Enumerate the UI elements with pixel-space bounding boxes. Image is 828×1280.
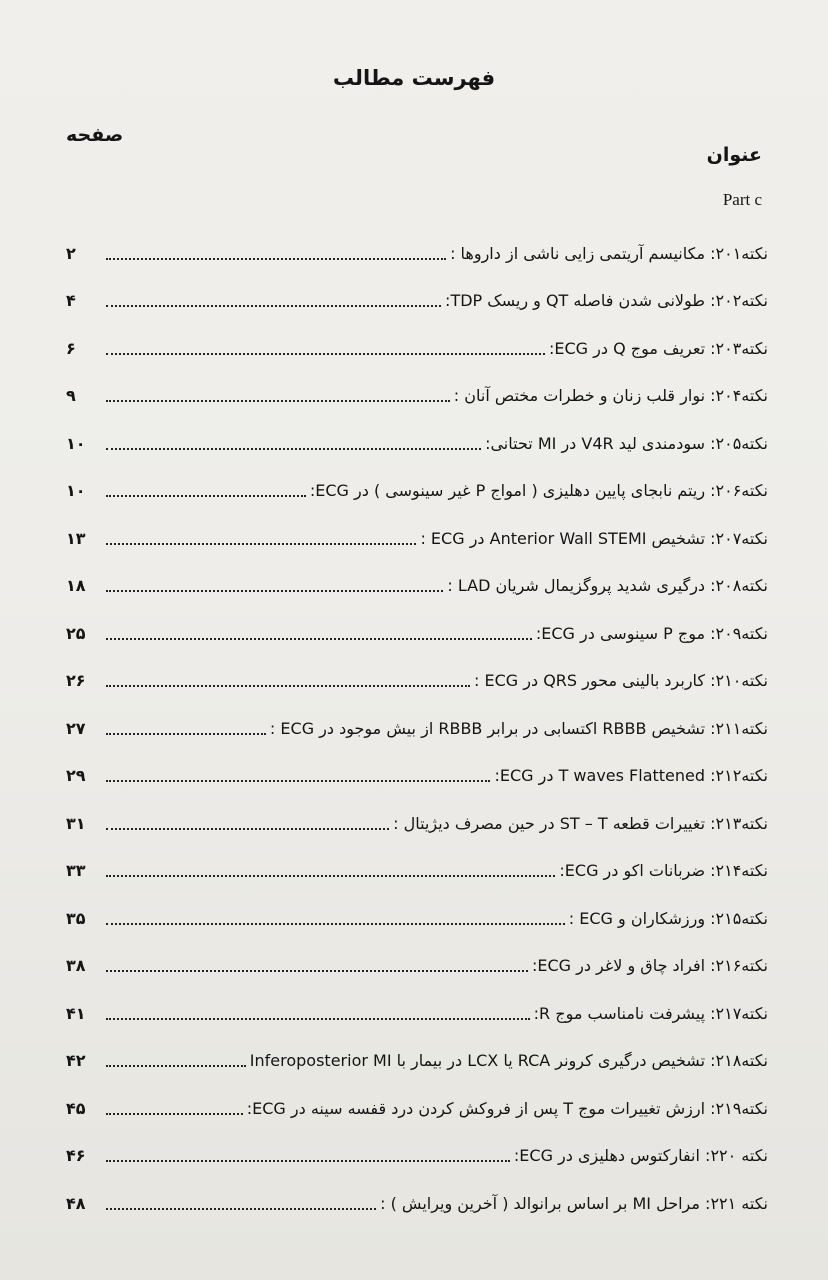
title-column-header: عنوان — [706, 144, 762, 166]
toc-entry[interactable] — [66, 935, 768, 983]
leader-dots — [106, 257, 446, 260]
toc-entry-title: نکته۲۰۱: مکانیسم آریتمی زایی ناشی از داروها : — [450, 243, 768, 263]
toc-entry-title: نکته۲۰۵: سودمندی لید V4R در MI تحتانی: — [485, 433, 768, 453]
leader-dots — [106, 922, 565, 925]
leader-dots — [106, 779, 490, 782]
toc-entry-title: نکته۲۱۱: تشخیص RBBB اکتسابی در برابر RBBB از بیش موجود در ECG : — [269, 718, 768, 738]
toc-entry-page: ۹ — [66, 386, 76, 405]
toc-entry-page: ۱۳ — [66, 528, 86, 548]
toc-entry-page: ۲۶ — [66, 671, 86, 690]
leader-dots — [106, 542, 416, 545]
toc-entry[interactable] — [66, 460, 768, 508]
toc-entry[interactable] — [66, 317, 768, 365]
toc-entry-title: نکته۲۰۷: تشخیص Anterior Wall STEMI در ECG : — [420, 528, 768, 548]
leader-dots — [106, 304, 441, 307]
toc-entry[interactable] — [66, 982, 768, 1030]
part-label: Part c — [722, 190, 762, 209]
table-of-contents — [66, 222, 768, 1220]
toc-entry-title: نکته۲۱۸: تشخیص درگیری کرونر RCA یا LCX در بیمار با Inferoposterior MI — [249, 1051, 768, 1070]
page-title: فهرست مطالب — [332, 66, 496, 90]
toc-entry-title: نکته۲۰۴: نوار قلب زنان و خطرات مختص آنان : — [453, 386, 768, 405]
toc-entry[interactable] — [66, 222, 768, 270]
toc-entry-page: ۲ — [66, 243, 76, 263]
leader-dots — [106, 1207, 376, 1210]
toc-entry[interactable] — [66, 887, 768, 935]
toc-entry-title: نکته۲۱۹: ارزش تغییرات موج T پس از فروکش کردن درد قفسه سینه در ECG: — [246, 1098, 768, 1118]
toc-entry-page: ۳۳ — [66, 861, 86, 880]
toc-entry-page: ۴۸ — [66, 1193, 86, 1213]
toc-entry[interactable] — [66, 555, 768, 603]
toc-entry[interactable] — [66, 270, 768, 318]
toc-entry-page: ۲۹ — [66, 766, 86, 785]
leader-dots — [106, 827, 389, 830]
leader-dots — [106, 874, 555, 877]
toc-entry-page: ۴۲ — [66, 1051, 86, 1070]
toc-entry-page: ۳۱ — [66, 813, 86, 833]
toc-entry-title: نکته۲۱۴: ضربانات اکو در ECG: — [559, 861, 768, 880]
leader-dots — [106, 1159, 510, 1162]
toc-entry-title: نکته۲۱۷: پیشرفت نامناسب موج R: — [533, 1003, 768, 1023]
toc-entry[interactable] — [66, 1077, 768, 1125]
toc-entry[interactable] — [66, 1125, 768, 1173]
toc-entry-page: ۱۸ — [66, 576, 86, 595]
leader-dots — [106, 684, 470, 687]
toc-entry-page: ۳۵ — [66, 908, 86, 928]
toc-entry-page: ۲۷ — [66, 718, 86, 738]
toc-entry[interactable] — [66, 840, 768, 888]
toc-entry-page: ۴۱ — [66, 1003, 86, 1023]
leader-dots — [106, 447, 481, 450]
leader-dots — [106, 589, 443, 592]
toc-entry-title: نکته۲۰۳: تعریف موج Q در ECG: — [548, 338, 768, 358]
toc-entry-title: نکته۲۱۳: تغییرات قطعه ST – T در حین مصرف دیژیتال : — [393, 813, 768, 833]
leader-dots — [106, 637, 532, 640]
leader-dots — [106, 969, 528, 972]
toc-entry-page: ۴۵ — [66, 1098, 86, 1118]
toc-entry-title: نکته۲۰۶: ریتم نابجای پایین دهلیزی ( امواج P غیر سینوسی ) در ECG: — [309, 481, 768, 500]
toc-entry-title: نکته۲۱۶: افراد چاق و لاغر در ECG: — [531, 956, 768, 975]
toc-entry-page: ۴ — [66, 291, 76, 310]
toc-entry[interactable] — [66, 745, 768, 793]
toc-entry[interactable] — [66, 792, 768, 840]
toc-entry-title: نکته۲۱۵: ورزشکاران و ECG : — [568, 908, 768, 928]
leader-dots — [106, 732, 266, 735]
toc-entry[interactable] — [66, 650, 768, 698]
toc-entry-page: ۱۰ — [66, 481, 86, 500]
toc-entry-title: نکته۲۱۲: T waves Flattened در ECG: — [494, 766, 768, 785]
toc-entry[interactable] — [66, 602, 768, 650]
toc-entry-title: نکته ۲۲۱: مراحل MI بر اساس برانوالد ( آخرین ویرایش ) : — [380, 1193, 768, 1213]
toc-entry-page: ۴۶ — [66, 1146, 86, 1165]
toc-entry[interactable] — [66, 365, 768, 413]
page-column-header: صفحه — [66, 124, 124, 146]
toc-entry-title: نکته ۲۲۰: انفارکتوس دهلیزی در ECG: — [513, 1146, 768, 1165]
toc-entry[interactable] — [66, 697, 768, 745]
toc-entry[interactable] — [66, 412, 768, 460]
leader-dots — [106, 352, 545, 355]
toc-entry-title: نکته۲۰۲: طولانی شدن فاصله QT و ریسک TDP: — [445, 291, 768, 310]
toc-entry[interactable] — [66, 1030, 768, 1078]
leader-dots — [106, 1064, 246, 1067]
toc-entry-title: نکته۲۱۰: کاربرد بالینی محور QRS در ECG : — [473, 671, 768, 690]
toc-entry-page: ۱۰ — [66, 433, 86, 453]
leader-dots — [106, 399, 450, 402]
leader-dots — [106, 1017, 530, 1020]
toc-entry-page: ۶ — [66, 338, 76, 358]
toc-entry-page: ۳۸ — [66, 956, 86, 975]
toc-entry[interactable] — [66, 1172, 768, 1220]
toc-entry-title: نکته۲۰۸: درگیری شدید پروگزیمال شریان LAD : — [447, 576, 768, 595]
leader-dots — [106, 1112, 243, 1115]
toc-entry-page: ۲۵ — [66, 623, 86, 643]
toc-entry[interactable] — [66, 507, 768, 555]
toc-entry-title: نکته۲۰۹: موج P سینوسی در ECG: — [535, 623, 768, 643]
leader-dots — [106, 494, 306, 497]
